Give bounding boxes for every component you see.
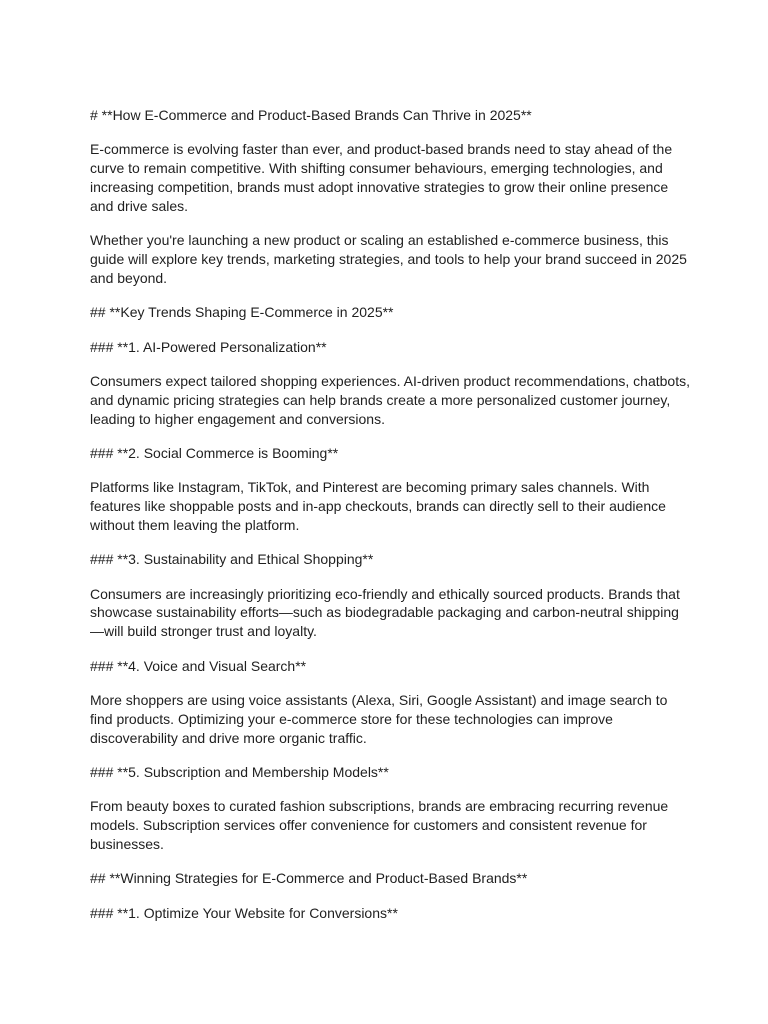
subheading-sustainability: ### **3. Sustainability and Ethical Shopping** <box>90 551 374 568</box>
subheading-ai-personalization: ### **1. AI-Powered Personalization** <box>90 338 327 355</box>
subheading-voice-visual-search: ### **4. Voice and Visual Search** <box>90 657 307 674</box>
subheading-optimize-website: ### **1. Optimize Your Website for Conversions** <box>90 904 398 921</box>
subheading-subscription-models: ### **5. Subscription and Membership Models** <box>90 764 389 781</box>
subheading-social-commerce: ### **2. Social Commerce is Booming** <box>90 444 339 461</box>
paragraph-sustainability: Consumers are increasingly prioritizing eco-friendly and ethically sourced products. Brands that showcase sustainability efforts—such as biodegradable packaging and carbon-neutral shipping—will build stronger trust and loyalty. <box>90 585 680 640</box>
paragraph-social-commerce: Platforms like Instagram, TikTok, and Pinterest are becoming primary sales channels. With features like shoppable posts and in-app checkouts, brands can directly sell to their audience without them leaving the platform. <box>90 479 666 533</box>
section-heading-trends: ## **Key Trends Shaping E-Commerce in 2025** <box>90 304 394 321</box>
title-heading: # **How E-Commerce and Product-Based Brands Can Thrive in 2025** <box>90 107 532 123</box>
paragraph-voice-visual-search: More shoppers are using voice assistants (Alexa, Siri, Google Assistant) and image search to find products. Optimizing your e-commerce store for these technologies can improve discoverability and drive more organic traffic. <box>90 692 668 746</box>
paragraph-subscription-models: From beauty boxes to curated fashion subscriptions, brands are embracing recurring revenue models. Subscription services offer convenience for customers and consistent revenue for businesses. <box>90 798 669 853</box>
section-heading-strategies: ## **Winning Strategies for E-Commerce and Product-Based Brands** <box>90 870 528 887</box>
intro-paragraph-2: Whether you're launching a new product or scaling an established e-commerce business, this guide will explore key trends, marketing strategies, and tools to help your brand succeed in 2025 and beyond. <box>90 232 687 286</box>
paragraph-ai-personalization: Consumers expect tailored shopping experiences. AI-driven product recommendations, chatbots, and dynamic pricing strategies can help brands create a more personalized customer journey, leading to higher engagement and conversions. <box>90 372 690 427</box>
intro-paragraph: E-commerce is evolving faster than ever, and product-based brands need to stay ahead of the curve to remain competitive. With shifting consumer behaviours, emerging technologies, and increasing competition, brands must adopt innovative strategies to grow their online presence and drive sales. <box>90 141 673 214</box>
document-body <box>90 106 690 938</box>
